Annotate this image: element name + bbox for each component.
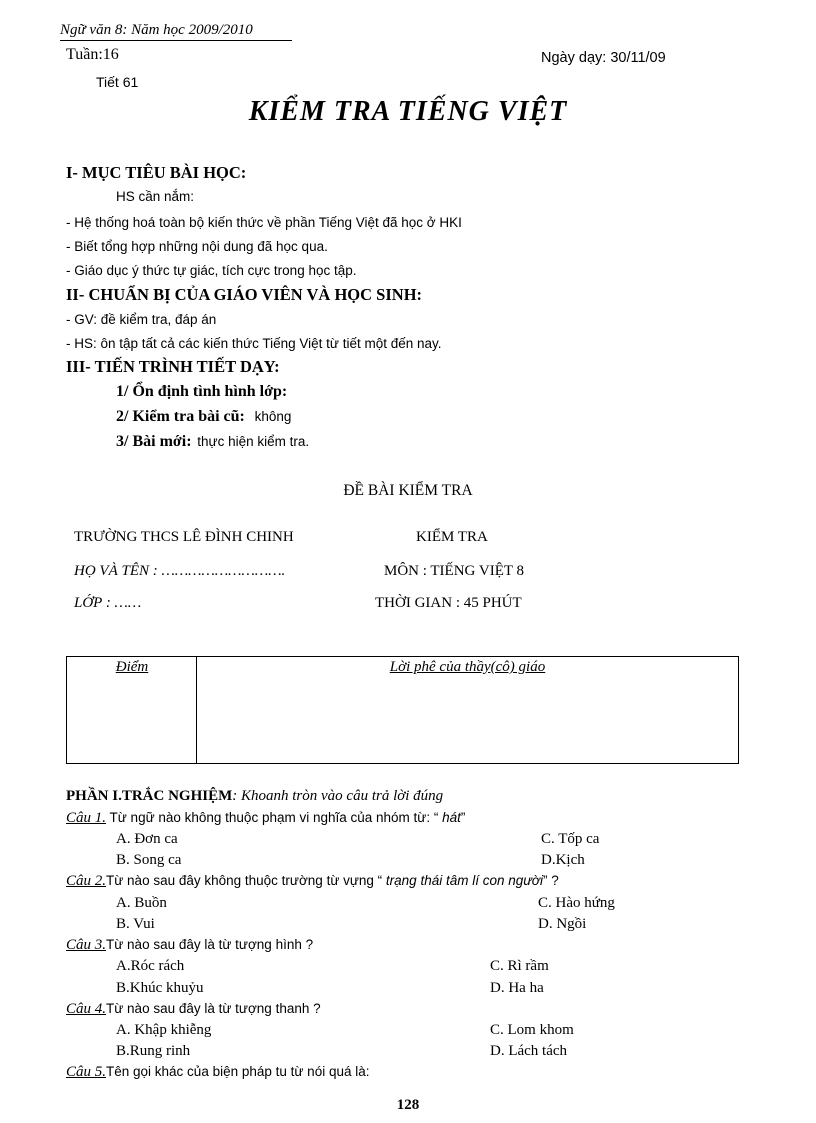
section1-item: - Biết tổng hợp những nội dung đã học qua. [66, 239, 328, 254]
option: C. Lom khom [490, 1022, 574, 1038]
option: B. Song ca [116, 852, 182, 868]
subject-label: MÔN : TIẾNG VIỆT 8 [384, 563, 524, 579]
section1-intro: HS cần nắm: [116, 189, 195, 204]
header-underline [60, 40, 292, 41]
question-text: Từ nào sau đây là từ tượng hình ? [106, 937, 314, 952]
class-field: LỚP : …… [74, 595, 142, 611]
step-row [116, 408, 291, 426]
option: A. Đơn ca [116, 831, 178, 847]
question-text: Từ nào sau đây không thuộc trường từ vựng “ [106, 873, 386, 888]
question-label: Câu 5. [66, 1064, 107, 1080]
part1-instruction: : Khoanh tròn vào câu trả lời đúng [232, 788, 444, 804]
question-2 [66, 873, 559, 890]
option: B.Rung rinh [116, 1043, 191, 1059]
question-3 [66, 937, 313, 954]
option: D. Lách tách [490, 1043, 568, 1059]
section1-heading: I- MỤC TIÊU BÀI HỌC: [66, 163, 247, 182]
question-label: Câu 3. [66, 937, 107, 953]
option: D.Kịch [541, 852, 585, 868]
question-4 [66, 1001, 321, 1018]
step-label: 2/ Kiểm tra bài cũ: [116, 408, 245, 425]
question-label: Câu 2. [66, 873, 107, 889]
school-name: TRƯỜNG THCS LÊ ĐÌNH CHINH [74, 529, 294, 545]
name-field: HỌ VÀ TÊN : ………………………. [74, 563, 286, 579]
course-year: Ngữ văn 8: Năm học 2009/2010 [60, 22, 253, 38]
step-text: không [254, 409, 292, 424]
option: D. Ha ha [490, 980, 544, 996]
score-header: Điểm [115, 659, 149, 675]
option: A. Buồn [116, 895, 167, 911]
option: D. Ngồi [538, 916, 587, 932]
section3-heading: III- TIẾN TRÌNH TIẾT DẠY: [66, 357, 280, 376]
option: A.Róc rách [116, 958, 185, 974]
grade-table [66, 656, 739, 764]
week-label: Tuần:16 [66, 46, 119, 63]
question-text-end: ” [460, 810, 466, 825]
part1-title [66, 788, 443, 805]
teach-date: Ngày dạy: 30/11/09 [541, 50, 666, 66]
question-label: Câu 4. [66, 1001, 107, 1017]
page-title: KIỂM TRA TIẾNG VIỆT [248, 96, 568, 127]
step-text: thực hiện kiểm tra. [197, 434, 310, 449]
test-label: KIỂM TRA [416, 529, 488, 545]
section2-heading: II- CHUẨN BỊ CỦA GIÁO VIÊN VÀ HỌC SINH: [66, 285, 423, 304]
section2-item: - GV: đề kiểm tra, đáp án [66, 312, 217, 327]
step-label: 3/ Bài mới: [116, 433, 192, 450]
option: A. Khập khiễng [116, 1022, 212, 1038]
question-label: Câu 1. [66, 810, 107, 826]
option: C. Hào hứng [538, 895, 615, 911]
step-row [116, 433, 309, 451]
part1-heading: PHẦN I.TRẮC NGHIỆM [66, 788, 233, 804]
section2-item: - HS: ôn tập tất cả các kiến thức Tiếng Việt từ tiết một đến nay. [66, 336, 442, 351]
option: C. Rì rầm [490, 958, 549, 974]
question-1 [66, 810, 465, 827]
time-label: THỜI GIAN : 45 PHÚT [375, 595, 522, 611]
option: B. Vui [116, 916, 155, 932]
question-emphasis: hát [442, 810, 461, 825]
option: B.Khúc khuỷu [116, 980, 204, 996]
step-row [116, 383, 287, 401]
question-5 [66, 1064, 369, 1081]
period-label: Tiết 61 [96, 74, 139, 90]
question-text: Từ nào sau đây là từ tượng thanh ? [106, 1001, 321, 1016]
page-number: 128 [396, 1097, 420, 1113]
exam-title: ĐỀ BÀI KIỂM TRA [343, 482, 473, 499]
comment-header: Lời phê của thầy(cô) giáo [389, 659, 546, 675]
question-text: Từ ngữ nào không thuộc phạm vi nghĩa của nhóm từ: “ [106, 810, 443, 825]
option: C. Tốp ca [541, 831, 600, 847]
section1-item: - Giáo dục ý thức tự giác, tích cực trong học tập. [66, 263, 357, 278]
question-text: Tên gọi khác của biện pháp tu từ nói quá là: [106, 1064, 370, 1079]
question-emphasis: trạng thái tâm lí con người [385, 873, 543, 888]
step-label: 1/ Ổn định tình hình lớp: [116, 383, 288, 400]
question-text-end: ” ? [542, 873, 559, 888]
section1-item: - Hệ thống hoá toàn bộ kiến thức về phần Tiếng Việt đã học ở HKI [66, 215, 462, 230]
